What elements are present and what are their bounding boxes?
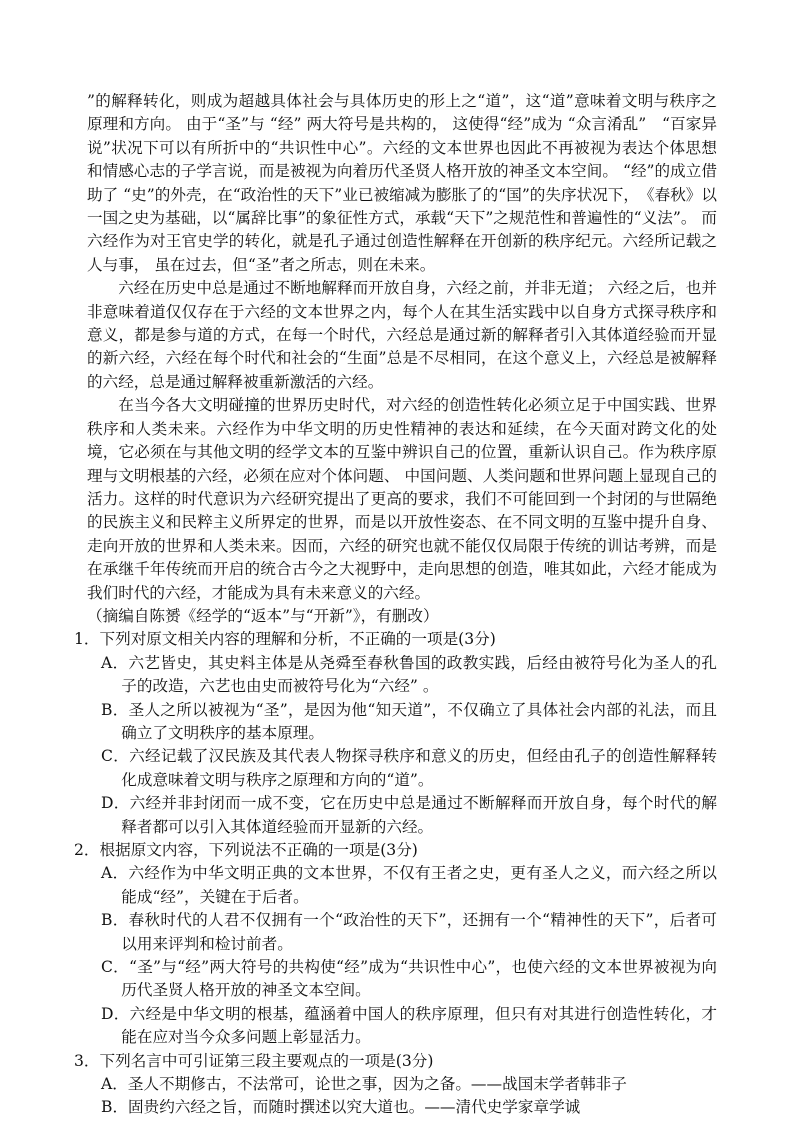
document-body [74,90,717,1120]
source-citation: （摘编自陈赟《经学的“返本”与“开新”》，有删改） [87,606,439,625]
option-d: D．六经并非封闭而一成不变，它在历史中总是通过不断解释而开放自身，每个时代的解释者都可以引入其体道经验而开显新的六经。 [101,794,717,836]
question-3 [74,1050,717,1120]
option-b: B．固贵约六经之旨，而随时撰述以究大道也。——清代史学家章学诚 [101,1098,581,1117]
option-b: B．圣人之所以被视为“圣”，是因为他“知天道”，不仅确立了具体社会内部的礼法，而且确立了文明秩序的基本原理。 [101,700,717,742]
passage-paragraph-2: 六经在历史中总是通过不断地解释而开放自身，六经之前，并非无道； 六经之后，也并非意味着道仅仅存在于六经的文本世界之内，每个人在其生活实践中以自身方式探寻秩序和意义，都是参与道的方式，在每一个时代，六经总是通过新的解释者引入其体道经验而开显的新六经，六经在每个时代和社会的“生面”总是不尽相同，在这个意义上，六经总是被解释的六经，总是通过解释被重新激活的六经。 [87,279,717,391]
option-a: A．圣人不期修古，不法常可，论世之事，因为之备。——战国末学者韩非子 [101,1075,627,1094]
passage-paragraph-3: 在当今各大文明碰撞的世界历史时代，对六经的创造性转化必须立足于中国实践、世界秩序和人类未来。六经作为中华文明的历史性精神的表达和延续，在今天面对跨文化的处境，它必须在与其他文明的经学文本的互鉴中辨识自己的位置，重新认识自己。作为秩序原理与文明根基的六经，必须在应对个体问题、 中国问题、人类问题和世界问题上显现自己的活力。这样的时代意识为六经研究提出了更高的要求，我们不可能回到一个封闭的与世隔绝的民族主义和民粹主义所界定的世界，而是以开放性姿态、在不同文明的互鉴中提升自身、走向开放的世界和人类未来。因而，六经的研究也就不能仅仅局限于传统的训诂考辨，而是在承继千年传统而开启的统合古今之大视野中，走向思想的创造，唯其如此，六经才能成为我们时代的六经，才能成为具有未来意义的六经。 [87,396,717,602]
option-a: A．六艺皆史，其史料主体是从尧舜至春秋鲁国的政教实践，后经由被符号化为圣人的孔子的改造，六艺也由史而被符号化为“六经” 。 [101,653,717,696]
question-stem: 2．根据原文内容，下列说法不正确的一项是(3分) [74,841,418,859]
question-2 [74,839,717,1050]
option-b: B．春秋时代的人君不仅拥有一个“政治性的天下”，还拥有一个“精神性的天下”，后者可以用来评判和检讨前者。 [101,911,717,953]
option-d: D．六经是中华文明的根基，蕴涵着中国人的秩序原理，但只有对其进行创造性转化，才能在应对当今众多问题上彰显活力。 [101,1004,717,1047]
option-c: C．“圣”与“经”两大符号的共构使“经”成为“共识性中心”，也使六经的文本世界被视为向历代圣贤人格开放的神圣文本空间。 [101,958,717,1000]
option-a: A．六经作为中华文明正典的文本世界，不仅有王者之史，更有圣人之义，而六经之所以能成“经”，关键在于后者。 [101,864,717,906]
question-stem: 3．下列名言中可引证第三段主要观点的一项是(3分) [74,1051,434,1070]
question-1 [74,628,717,839]
question-stem: 1．下列对原文相关内容的理解和分析，不正确的一项是(3分) [74,630,496,649]
option-c: C．六经记载了汉民族及其代表人物探寻秩序和意义的历史，但经由孔子的创造性解释转化成意味着文明与秩序之原理和方向的“道”。 [101,747,717,789]
passage-paragraph-1: ”的解释转化，则成为超越具体社会与具体历史的形上之“道”，这“道”意味着文明与秩序之原理和方向。 由于“圣”与 “经” 两大符号是共构的， 这使得“经”成为 “众言淆乱” “百家异说”状况下可以有所折中的“共识性中心”。六经的文本世界也因此不再被视为表达个体思想和情感心志的子学言说，而是被视为向着历代圣贤人格开放的神圣文本空间。 “经”的成立借助了 “史”的外壳，在“政治性的天下”业已被缩减为膨胀了的“国”的失序状况下， 《春秋》以一国之史为基础，以“属辞比事”的象征性方式，承载“天下”之规范性和普遍性的“义法”。 而六经作为对王官史学的转化，就是孔子通过创造性解释在开创新的秩序纪元。六经所记载之人与事， 虽在过去，但“圣”者之所志，则在未来。 [87,92,717,274]
passage [87,90,717,605]
